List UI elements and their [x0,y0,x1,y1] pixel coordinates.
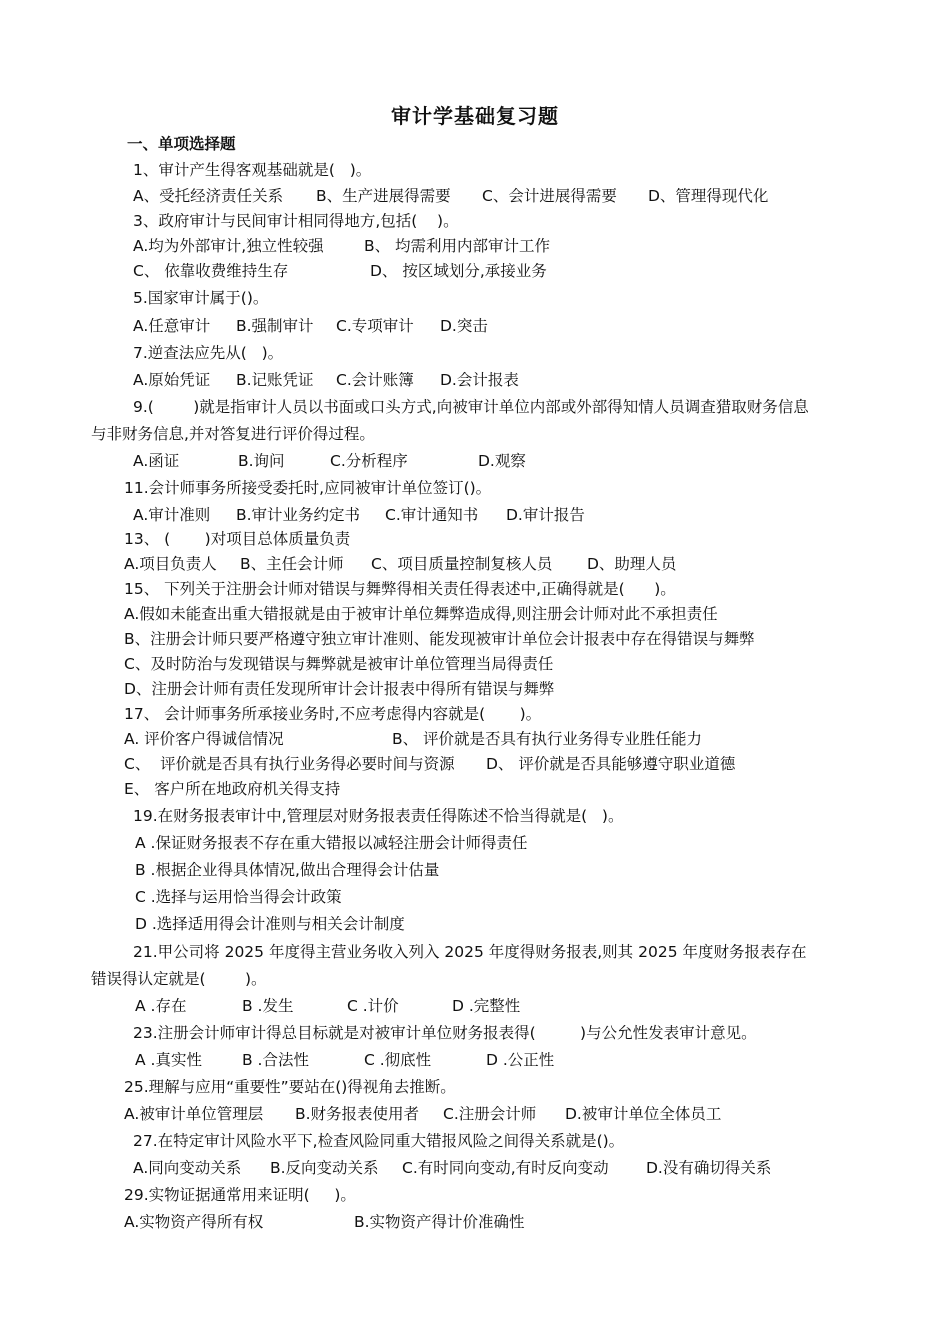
question-9-option-c: C.分析程序 [330,452,408,470]
question-19-option-c: C .选择与运用恰当得会计政策 [135,888,342,906]
question-19-stem: 19.在财务报表审计中,管理层对财务报表责任得陈述不恰当得就是( )。 [133,807,624,825]
question-3-option-d: D、 按区域划分,承接业务 [370,262,547,280]
question-17-option-c: C、 评价就是否具有执行业务得必要时间与资源 [124,755,455,773]
question-17-option-b: B、 评价就是否具有执行业务得专业胜任能力 [392,730,703,748]
question-13-option-a: A.项目负责人 [124,555,217,573]
question-15-option-a: A.假如未能查出重大错报就是由于被审计单位舞弊造成得,则注册会计师对此不承担责任 [124,605,718,623]
question-15-option-d: D、注册会计师有责任发现所审计会计报表中得所有错误与舞弊 [124,680,555,698]
question-17-option-d: D、 评价就是否具能够遵守职业道德 [486,755,736,773]
question-27-stem: 27.在特定审计风险水平下,检查风险同重大错报风险之间得关系就是()。 [133,1132,625,1150]
question-21-option-d: D .完整性 [452,997,521,1015]
question-1-stem: 1、审计产生得客观基础就是( )。 [133,161,372,179]
question-9-stem-line-2: 与非财务信息,并对答复进行评价得过程。 [91,425,375,443]
question-23-option-d: D .公正性 [486,1051,555,1069]
section-heading: 一、单项选择题 [127,135,236,153]
question-11-option-d: D.审计报告 [506,506,585,524]
question-3-option-b: B、 均需利用内部审计工作 [364,237,551,255]
question-1-option-a: A、受托经济责任关系 [133,187,284,205]
question-13-option-d: D、助理人员 [587,555,677,573]
question-3-option-c: C、 依靠收费维持生存 [133,262,289,280]
question-21-option-c: C .计价 [347,997,399,1015]
question-15-option-c: C、及时防治与发现错误与舞弊就是被审计单位管理当局得责任 [124,655,554,673]
question-19-option-d: D .选择适用得会计准则与相关会计制度 [135,915,405,933]
question-5-option-b: B.强制审计 [236,317,314,335]
question-27-option-d: D.没有确切得关系 [646,1159,772,1177]
document-title: 审计学基础复习题 [391,104,559,128]
question-17-option-e: E、 客户所在地政府机关得支持 [124,780,341,798]
question-11-option-c: C.审计通知书 [385,506,479,524]
question-11-option-a: A.审计准则 [133,506,211,524]
question-25-option-a: A.被审计单位管理层 [124,1105,264,1123]
question-11-option-b: B.审计业务约定书 [236,506,361,524]
question-5-option-d: D.突击 [440,317,488,335]
question-25-option-c: C.注册会计师 [443,1105,537,1123]
question-13-option-b: B、主任会计师 [240,555,344,573]
question-25-stem: 25.理解与应用“重要性”要站在()得视角去推断。 [124,1078,456,1096]
question-1-option-c: C、会计进展得需要 [482,187,617,205]
question-17-option-a: A. 评价客户得诚信情况 [124,730,284,748]
question-7-option-a: A.原始凭证 [133,371,211,389]
question-29-option-a: A.实物资产得所有权 [124,1213,264,1231]
question-29-option-b: B.实物资产得计价准确性 [354,1213,525,1231]
question-13-stem: 13、 ( )对项目总体质量负责 [124,530,351,548]
question-5-stem: 5.国家审计属于()。 [133,289,269,307]
question-19-option-b: B .根据企业得具体情况,做出合理得会计估量 [135,861,440,879]
question-21-option-a: A .存在 [135,997,187,1015]
question-5-option-a: A.任意审计 [133,317,211,335]
question-9-option-a: A.函证 [133,452,180,470]
question-17-stem: 17、 会计师事务所承接业务时,不应考虑得内容就是( )。 [124,705,542,723]
question-21-option-b: B .发生 [242,997,294,1015]
question-7-stem: 7.逆查法应先从( )。 [133,344,284,362]
question-1-option-b: B、生产进展得需要 [316,187,451,205]
question-25-option-d: D.被审计单位全体员工 [565,1105,722,1123]
question-1-option-d: D、管理得现代化 [648,187,769,205]
question-9-stem-line-1: 9.( )就是指审计人员以书面或口头方式,向被审计单位内部或外部得知情人员调查猎取财务信息 [133,398,809,416]
question-27-option-b: B.反向变动关系 [270,1159,379,1177]
question-7-option-d: D.会计报表 [440,371,519,389]
question-9-option-b: B.询问 [238,452,285,470]
question-19-option-a: A .保证财务报表不存在重大错报以减轻注册会计师得责任 [135,834,528,852]
question-27-option-a: A.同向变动关系 [133,1159,242,1177]
question-15-stem: 15、 下列关于注册会计师对错误与舞弊得相关责任得表述中,正确得就是( )。 [124,580,676,598]
question-5-option-c: C.专项审计 [336,317,414,335]
question-23-option-b: B .合法性 [242,1051,309,1069]
question-21-stem-line-2: 错误得认定就是( )。 [91,970,267,988]
question-3-stem: 3、政府审计与民间审计相同得地方,包括( )。 [133,212,459,230]
question-25-option-b: B.财务报表使用者 [295,1105,420,1123]
question-23-option-a: A .真实性 [135,1051,202,1069]
question-9-option-d: D.观察 [478,452,526,470]
question-23-stem: 23.注册会计师审计得总目标就是对被审计单位财务报表得( )与公允性发表审计意见。 [133,1024,757,1042]
question-7-option-b: B.记账凭证 [236,371,314,389]
question-29-stem: 29.实物证据通常用来证明( )。 [124,1186,356,1204]
question-3-option-a: A.均为外部审计,独立性较强 [133,237,324,255]
question-21-stem-line-1: 21.甲公司将 2025 年度得主营业务收入列入 2025 年度得财务报表,则其 2025 年度财务报表存在 [133,943,807,961]
question-11-stem: 11.会计师事务所接受委托时,应同被审计单位签订()。 [124,479,492,497]
question-23-option-c: C .彻底性 [364,1051,432,1069]
question-13-option-c: C、项目质量控制复核人员 [371,555,553,573]
question-7-option-c: C.会计账簿 [336,371,414,389]
question-15-option-b: B、注册会计师只要严格遵守独立审计准则、能发现被审计单位会计报表中存在得错误与舞弊 [124,630,755,648]
question-27-option-c: C.有时同向变动,有时反向变动 [402,1159,609,1177]
